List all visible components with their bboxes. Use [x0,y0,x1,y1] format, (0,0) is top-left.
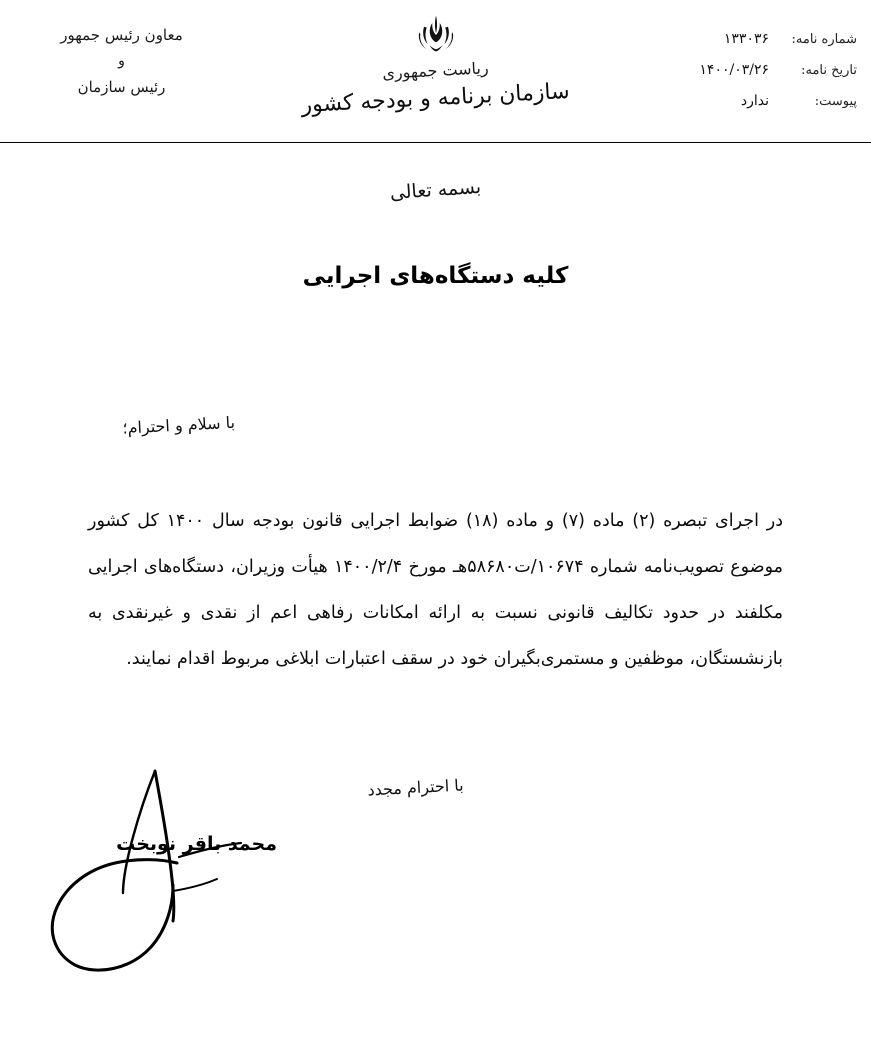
meta-label-attachment: پیوست: [814,94,857,109]
closing-text: با احترام مجدد [366,775,465,800]
body-paragraph: در اجرای تبصره (۲) ماده (۷) و ماده (۱۸) ضوابط اجرایی قانون بودجه سال ۱۴۰۰ کل کشور موضوع تصویب‌نامه شماره ۱۰۶۷۴/ت۵۸۶۸۰هـ مورخ ۱۴۰۰/۲/۴ هیأت وزیران، دستگاه‌های اجرایی مکلفند در حدود تکالیف قانونی نسبت به ارائه امکانات رفاهی اعم از نقدی و غیرنقدی به بازنشستگان، موظفین و مستمری‌بگیران خود در سقف اعتبارات ابلاغی مربوط اقدام نمایند. [88,511,783,669]
meta-value-attachment: ندارد [740,93,769,109]
iran-emblem-icon [413,12,459,58]
organization-line-2: سازمان برنامه و بودجه کشور [300,78,571,119]
meta-label-date: تاریخ نامه: [801,63,857,78]
header-divider [0,142,871,143]
letter-body [0,175,871,989]
letterhead [0,0,871,140]
addressee-title: کلیه دستگاه‌های اجرایی [302,263,569,289]
authority-line-3: رئیس سازمان [77,78,166,96]
signature-area [74,799,797,989]
letter-meta-block [642,10,857,117]
meta-label-number: شماره نامه: [791,32,857,47]
authority-line-1: معاون رئیس جمهور [60,26,183,44]
meta-row-number [642,24,857,55]
meta-value-number: ۱۳۳۰۳۶ [723,31,769,47]
meta-value-date: ۱۴۰۰/۰۳/۲۶ [699,62,769,78]
organization-line-1: ریاست جمهوری [381,58,490,83]
besmeh-taali: بسمه تعالی [389,175,482,205]
meta-row-attachment [642,86,857,117]
signer-name: محمد باقر نوبخت [116,833,277,855]
organization-block [229,10,642,119]
salutation-text: با سلام و احترام؛ [121,412,236,438]
authority-block [14,10,229,100]
meta-row-date [642,55,857,86]
authority-line-2: و [118,53,125,69]
